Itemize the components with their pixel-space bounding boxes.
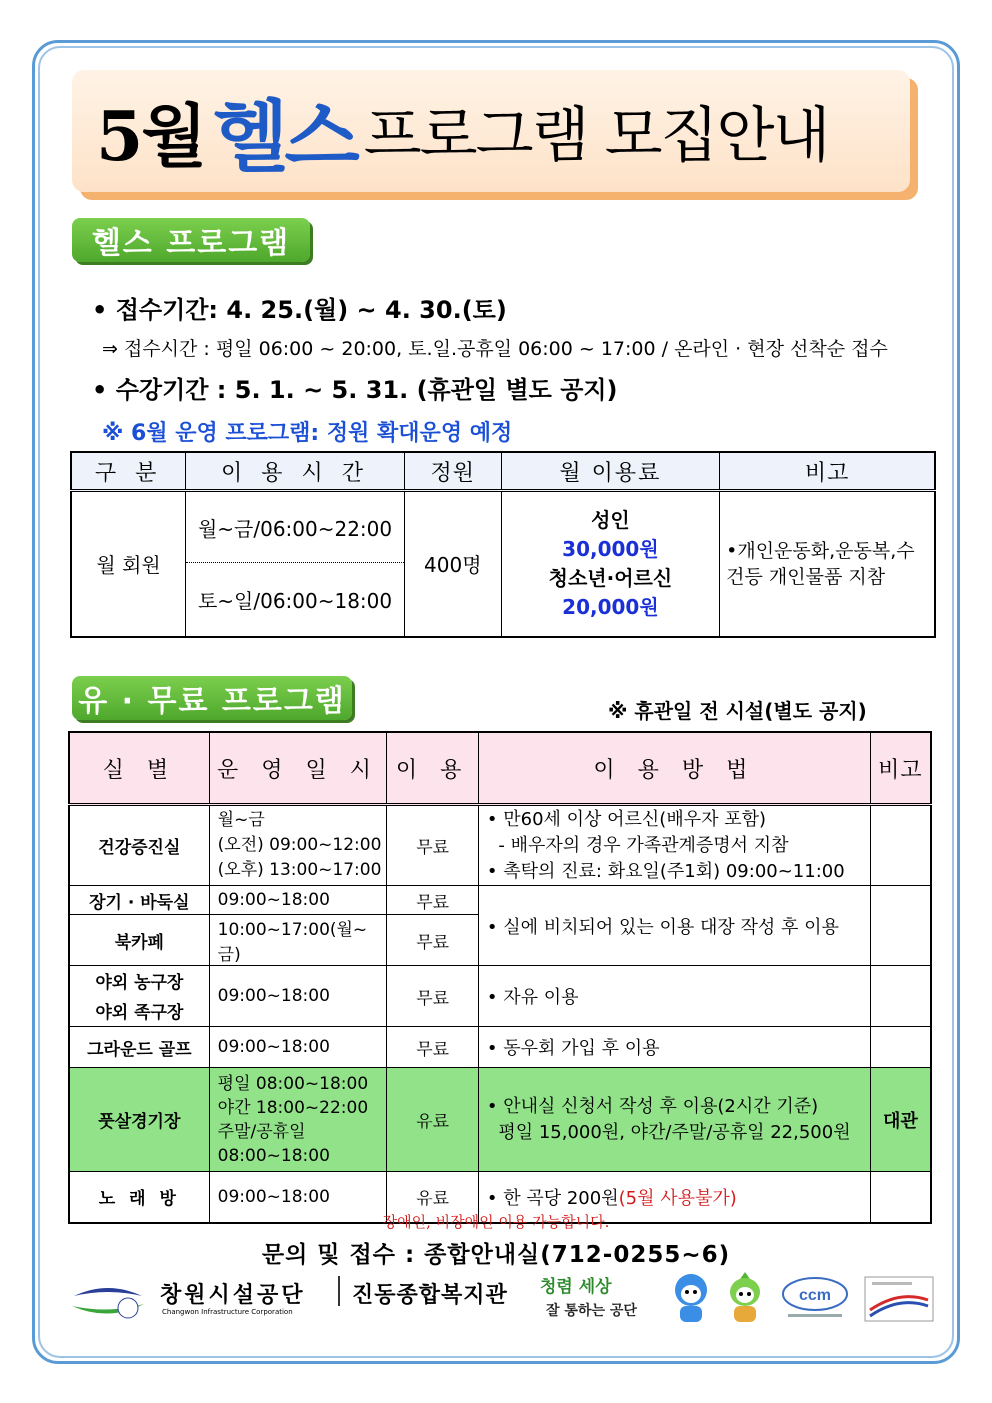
ccm-logo-icon <box>780 1276 850 1322</box>
changwon-emblem-icon <box>70 1282 146 1322</box>
t1-header-category: 구 분 <box>71 452 186 491</box>
place-baduk: 장기 · 바둑실 <box>69 886 209 915</box>
use-baduk: 무료 <box>387 886 479 915</box>
method-baduk: • 실에 비치되어 있는 이용 대장 작성 후 이용 <box>478 886 870 966</box>
contact-line: 문의 및 접수 : 종합안내실(712-0255~6) <box>261 1242 731 1268</box>
use-golf: 무료 <box>387 1027 479 1068</box>
place-bookcafe: 북카페 <box>69 915 209 966</box>
use-outdoor: 무료 <box>387 966 479 1027</box>
remark-baduk <box>870 886 931 966</box>
schedule-line: 야간 18:00~22:00 <box>217 1097 369 1118</box>
schedule-line: 08:00~18:00 <box>217 1145 330 1166</box>
t1-fee-adult: 30,000원 <box>562 536 659 561</box>
t2-header-use: 이 용 <box>387 732 479 805</box>
remark-golf <box>870 1027 931 1068</box>
reception-period: • 접수기간: 4. 25.(월) ~ 4. 30.(토) <box>92 296 507 324</box>
method-line: - 배우자의 경우 가족관계증명서 지참 <box>486 834 789 856</box>
t1-remark: •개인운동화,운동복,수건등 개인물품 지참 <box>720 491 935 637</box>
t1-fee-cell <box>501 491 719 637</box>
t2-header-schedule: 운 영 일 시 <box>209 732 387 805</box>
branch-name: 진동종합복지관 <box>352 1283 508 1308</box>
method-karaoke-red: (5월 사용불가) <box>618 1187 737 1209</box>
use-bookcafe: 무료 <box>387 915 479 966</box>
place-jokgu: 야외 족구장 <box>69 995 209 1027</box>
table-row <box>69 1027 931 1068</box>
place-golf: 그라운드 골프 <box>69 1027 209 1068</box>
schedule-futsal <box>209 1068 387 1172</box>
t1-time-weekday: 월~금/06:00~22:00 <box>186 491 405 563</box>
title-month: 5월 <box>96 96 206 177</box>
facility-table <box>68 731 932 1224</box>
t1-fee-youth: 20,000원 <box>562 594 659 619</box>
schedule-golf: 09:00~18:00 <box>209 1027 387 1068</box>
title-rest: 프로그램 모집안내 <box>363 101 829 171</box>
method-line: • 촉탁의 진료: 화요일(주1회) 09:00~11:00 <box>486 860 845 882</box>
table-row <box>69 1068 931 1172</box>
place-karaoke: 노 래 방 <box>69 1172 209 1223</box>
t1-fee-youth-label: 청소년·어르신 <box>548 565 673 590</box>
place-basketball: 야외 농구장 <box>69 966 209 995</box>
holiday-note: ※ 휴관일 전 시설(별도 공지) <box>608 699 867 723</box>
method-golf: • 동우회 가입 후 이용 <box>478 1027 870 1068</box>
method-line: • 만60세 이상 어르신(배우자 포함) <box>486 808 767 830</box>
section-tag-free-paid: 유 · 무료 프로그램 <box>72 676 352 720</box>
t1-header-remark: 비고 <box>720 452 935 491</box>
table-row <box>69 805 931 886</box>
schedule-bookcafe: 10:00~17:00(월~금) <box>209 915 387 966</box>
t1-fee-adult-label: 성인 <box>591 507 630 532</box>
schedule-line: 주말/공휴일 <box>217 1121 306 1142</box>
t1-header-capacity: 정원 <box>404 452 501 491</box>
mascot-green-icon <box>722 1270 768 1326</box>
t1-capacity: 400명 <box>404 491 501 637</box>
table-row <box>69 886 931 915</box>
org-name: 창원시설공단 <box>160 1283 306 1308</box>
t1-time-weekend: 토~일/06:00~18:00 <box>186 563 405 637</box>
method-line: • 안내실 신청서 작성 후 이용(2시간 기준) <box>486 1095 819 1117</box>
remark-health-room <box>870 805 931 886</box>
t2-header-remark: 비고 <box>870 732 931 805</box>
table-row <box>69 966 931 995</box>
reception-time: ⇒ 접수시간 : 평일 06:00 ~ 20:00, 토.일.공휴일 06:00 ~ 17:00 / 온라인 · 현장 선착순 접수 <box>102 338 888 360</box>
use-health-room: 무료 <box>387 805 479 886</box>
june-note: ※ 6월 운영 프로그램: 정원 확대운영 예정 <box>102 421 513 446</box>
t2-header-method: 이 용 방 법 <box>478 732 870 805</box>
use-karaoke: 유료 <box>387 1172 479 1223</box>
use-futsal: 유료 <box>387 1068 479 1172</box>
method-health-room <box>478 805 870 886</box>
schedule-line: (오후) 13:00~17:00 <box>217 860 382 880</box>
slogan-bottom: 잘 통하는 공단 <box>546 1303 637 1319</box>
place-health-room: 건강증진실 <box>69 805 209 886</box>
logo-row <box>70 1276 940 1326</box>
course-period: • 수강기간 : 5. 1. ~ 5. 31. (휴관일 별도 공지) <box>92 376 618 404</box>
slogan-top: 청렴 세상 <box>540 1277 612 1297</box>
certification-badge-icon <box>864 1276 934 1322</box>
section-tag-health: 헬스 프로그램 <box>72 218 310 262</box>
t2-header-room: 실 별 <box>69 732 209 805</box>
org-name-en: Changwon Infrastructure Corporation <box>162 1308 293 1316</box>
method-line: 평일 15,000원, 야간/주말/공휴일 22,500원 <box>486 1121 851 1143</box>
mascot-blue-icon <box>668 1270 714 1326</box>
schedule-baduk: 09:00~18:00 <box>209 886 387 915</box>
remark-futsal: 대관 <box>870 1068 931 1172</box>
schedule-line: 평일 08:00~18:00 <box>217 1073 369 1094</box>
schedule-line: (오전) 09:00~12:00 <box>217 835 382 855</box>
title-banner <box>72 70 910 192</box>
schedule-outdoor: 09:00~18:00 <box>209 966 387 1027</box>
ccm-text: ccm <box>798 1287 832 1304</box>
accessibility-note: 장애인, 비장애인 이용 가능합니다. <box>382 1213 610 1231</box>
method-futsal <box>478 1068 870 1172</box>
schedule-health-room <box>209 805 387 886</box>
health-fee-table <box>70 451 936 638</box>
schedule-karaoke: 09:00~18:00 <box>209 1172 387 1223</box>
schedule-line: 월~금 <box>217 810 265 830</box>
t1-header-fee: 월 이용료 <box>501 452 719 491</box>
remark-outdoor <box>870 966 931 1027</box>
method-outdoor: • 자유 이용 <box>478 966 870 1027</box>
divider <box>338 1276 340 1306</box>
t1-row-label: 월 회원 <box>71 491 186 637</box>
title-health: 헬스 <box>213 93 356 183</box>
t1-header-time: 이 용 시 간 <box>186 452 405 491</box>
place-futsal: 풋살경기장 <box>69 1068 209 1172</box>
method-karaoke-text: • 한 곡당 200원 <box>486 1187 619 1209</box>
